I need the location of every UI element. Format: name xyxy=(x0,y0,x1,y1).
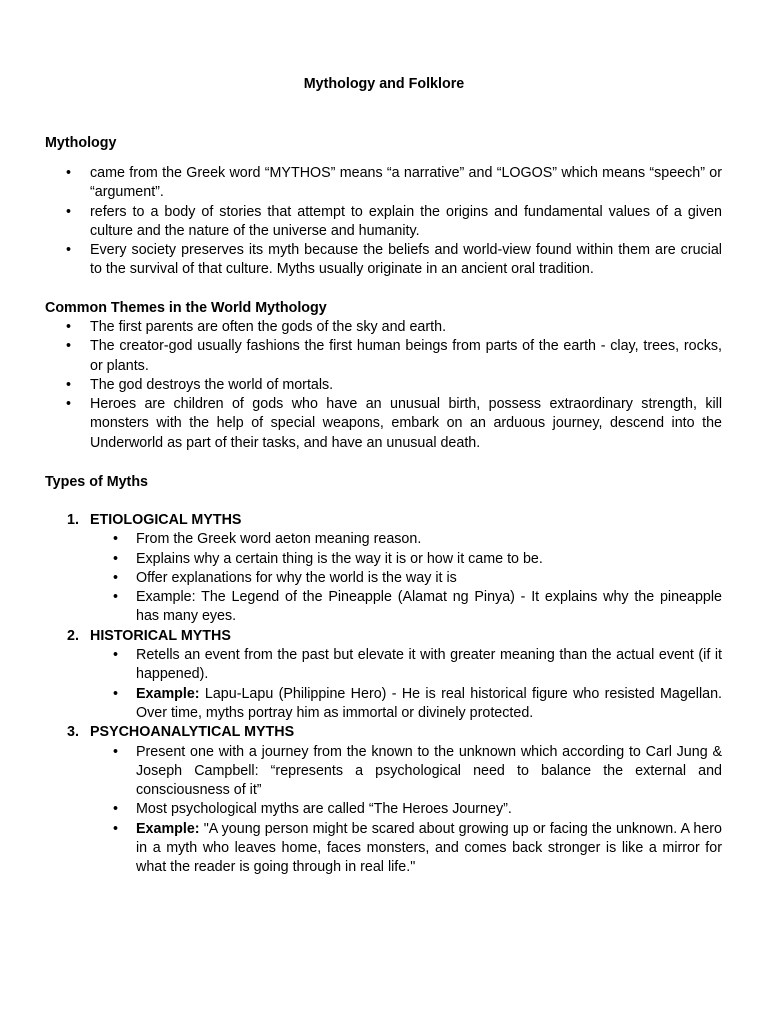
example-label: Example: xyxy=(136,820,200,837)
types-list xyxy=(0,511,768,878)
types-heading: Types of Myths xyxy=(45,474,149,490)
themes-list xyxy=(0,318,768,453)
sub-list-item xyxy=(0,820,722,878)
mythology-heading: Mythology xyxy=(45,135,117,151)
bullet-icon: • xyxy=(66,338,72,355)
example-text: Lapu-Lapu (Philippine Hero) - He is real historical figure who resisted Magellan. Over time, myths portray him as immortal or divinely protected. xyxy=(136,685,722,721)
item-heading-label: HISTORICAL MYTHS xyxy=(90,627,231,644)
document-title: Mythology and Folklore xyxy=(303,76,465,92)
sub-list-item xyxy=(0,646,722,685)
sub-list-item xyxy=(0,550,722,569)
list-item xyxy=(0,164,722,203)
item-number: 2. xyxy=(67,627,79,644)
list-item-text: Most psychological myths are called “The Heroes Journey”. xyxy=(136,801,512,818)
list-item xyxy=(0,337,722,376)
sub-list-item xyxy=(0,530,722,549)
mythology-list xyxy=(0,164,768,280)
list-item-text: refers to a body of stories that attempt to explain the origins and fundamental values of a given culture and the nature of the universe and humanity. xyxy=(90,203,722,239)
bullet-icon: • xyxy=(113,743,119,760)
themes-heading: Common Themes in the World Mythology xyxy=(45,300,327,316)
list-item xyxy=(0,241,722,280)
sub-list-item xyxy=(0,569,722,588)
bullet-icon: • xyxy=(66,203,72,220)
list-item xyxy=(0,376,722,395)
list-item-text: From the Greek word aeton meaning reason. xyxy=(136,531,422,548)
item-number: 1. xyxy=(67,512,79,528)
list-item-text: Heroes are children of gods who have an unusual birth, possess extraordinary strength, kill monsters with the help of special weapons, embark on an arduous journey, descend into the Underworld as part of their tasks, and have an unusual death. xyxy=(90,396,722,451)
numbered-item-heading xyxy=(0,723,768,742)
bullet-icon: • xyxy=(113,550,119,567)
list-item-text: Offer explanations for why the world is the way it is xyxy=(136,569,457,586)
bullet-icon: • xyxy=(113,589,119,606)
list-item xyxy=(0,203,722,242)
bullet-icon: • xyxy=(113,820,119,837)
bullet-icon: • xyxy=(113,801,119,818)
list-item-text: Example: The Legend of the Pineapple (Alamat ng Pinya) - It explains why the pineapple has many eyes. xyxy=(136,589,722,625)
list-item-text: Every society preserves its myth because the beliefs and world-view found within them are crucial to the survival of that culture. Myths usually originate in an ancient oral tradition. xyxy=(90,242,722,278)
sub-list-item xyxy=(0,800,722,819)
bullet-icon: • xyxy=(113,531,119,548)
example-label: Example: xyxy=(136,685,200,702)
list-item-text: came from the Greek word “MYTHOS” means “a narrative” and “LOGOS” which means “speech” or “argument”. xyxy=(90,165,722,201)
example-text: "A young person might be scared about growing up or facing the unknown. A hero in a myth who leaves home, faces monsters, and comes back stronger is like a mirror for what the reader is going through in real life." xyxy=(136,820,722,876)
sub-list-item xyxy=(0,588,722,627)
item-number: 3. xyxy=(67,724,79,741)
sub-list-item xyxy=(0,685,722,724)
bullet-icon: • xyxy=(66,319,72,335)
list-item-text: The god destroys the world of mortals. xyxy=(90,376,334,393)
list-item xyxy=(0,318,722,337)
bullet-icon: • xyxy=(66,242,72,259)
list-item-text: Retells an event from the past but elevate it with greater meaning than the actual event (if it happened). xyxy=(136,647,722,683)
bullet-icon: • xyxy=(113,569,119,586)
numbered-item-heading xyxy=(0,627,768,646)
list-item-text: Present one with a journey from the known to the unknown which according to Carl Jung & Joseph Campbell: “represents a psychological need to balance the external and consciousness of it” xyxy=(136,743,722,799)
sub-list-item xyxy=(0,743,722,801)
list-item-text: The creator-god usually fashions the first human beings from parts of the earth - clay, trees, rocks, or plants. xyxy=(90,338,722,374)
bullet-icon: • xyxy=(66,165,72,181)
item-heading-label: ETIOLOGICAL MYTHS xyxy=(90,512,242,528)
bullet-icon: • xyxy=(66,376,72,393)
numbered-item-heading xyxy=(0,511,768,530)
item-heading-label: PSYCHOANALYTICAL MYTHS xyxy=(90,724,295,741)
list-item-text: Explains why a certain thing is the way it is or how it came to be. xyxy=(136,550,543,567)
bullet-icon: • xyxy=(113,685,119,702)
list-item xyxy=(0,395,722,453)
bullet-icon: • xyxy=(66,396,72,413)
list-item-text: The first parents are often the gods of the sky and earth. xyxy=(90,319,447,335)
bullet-icon: • xyxy=(113,647,119,664)
